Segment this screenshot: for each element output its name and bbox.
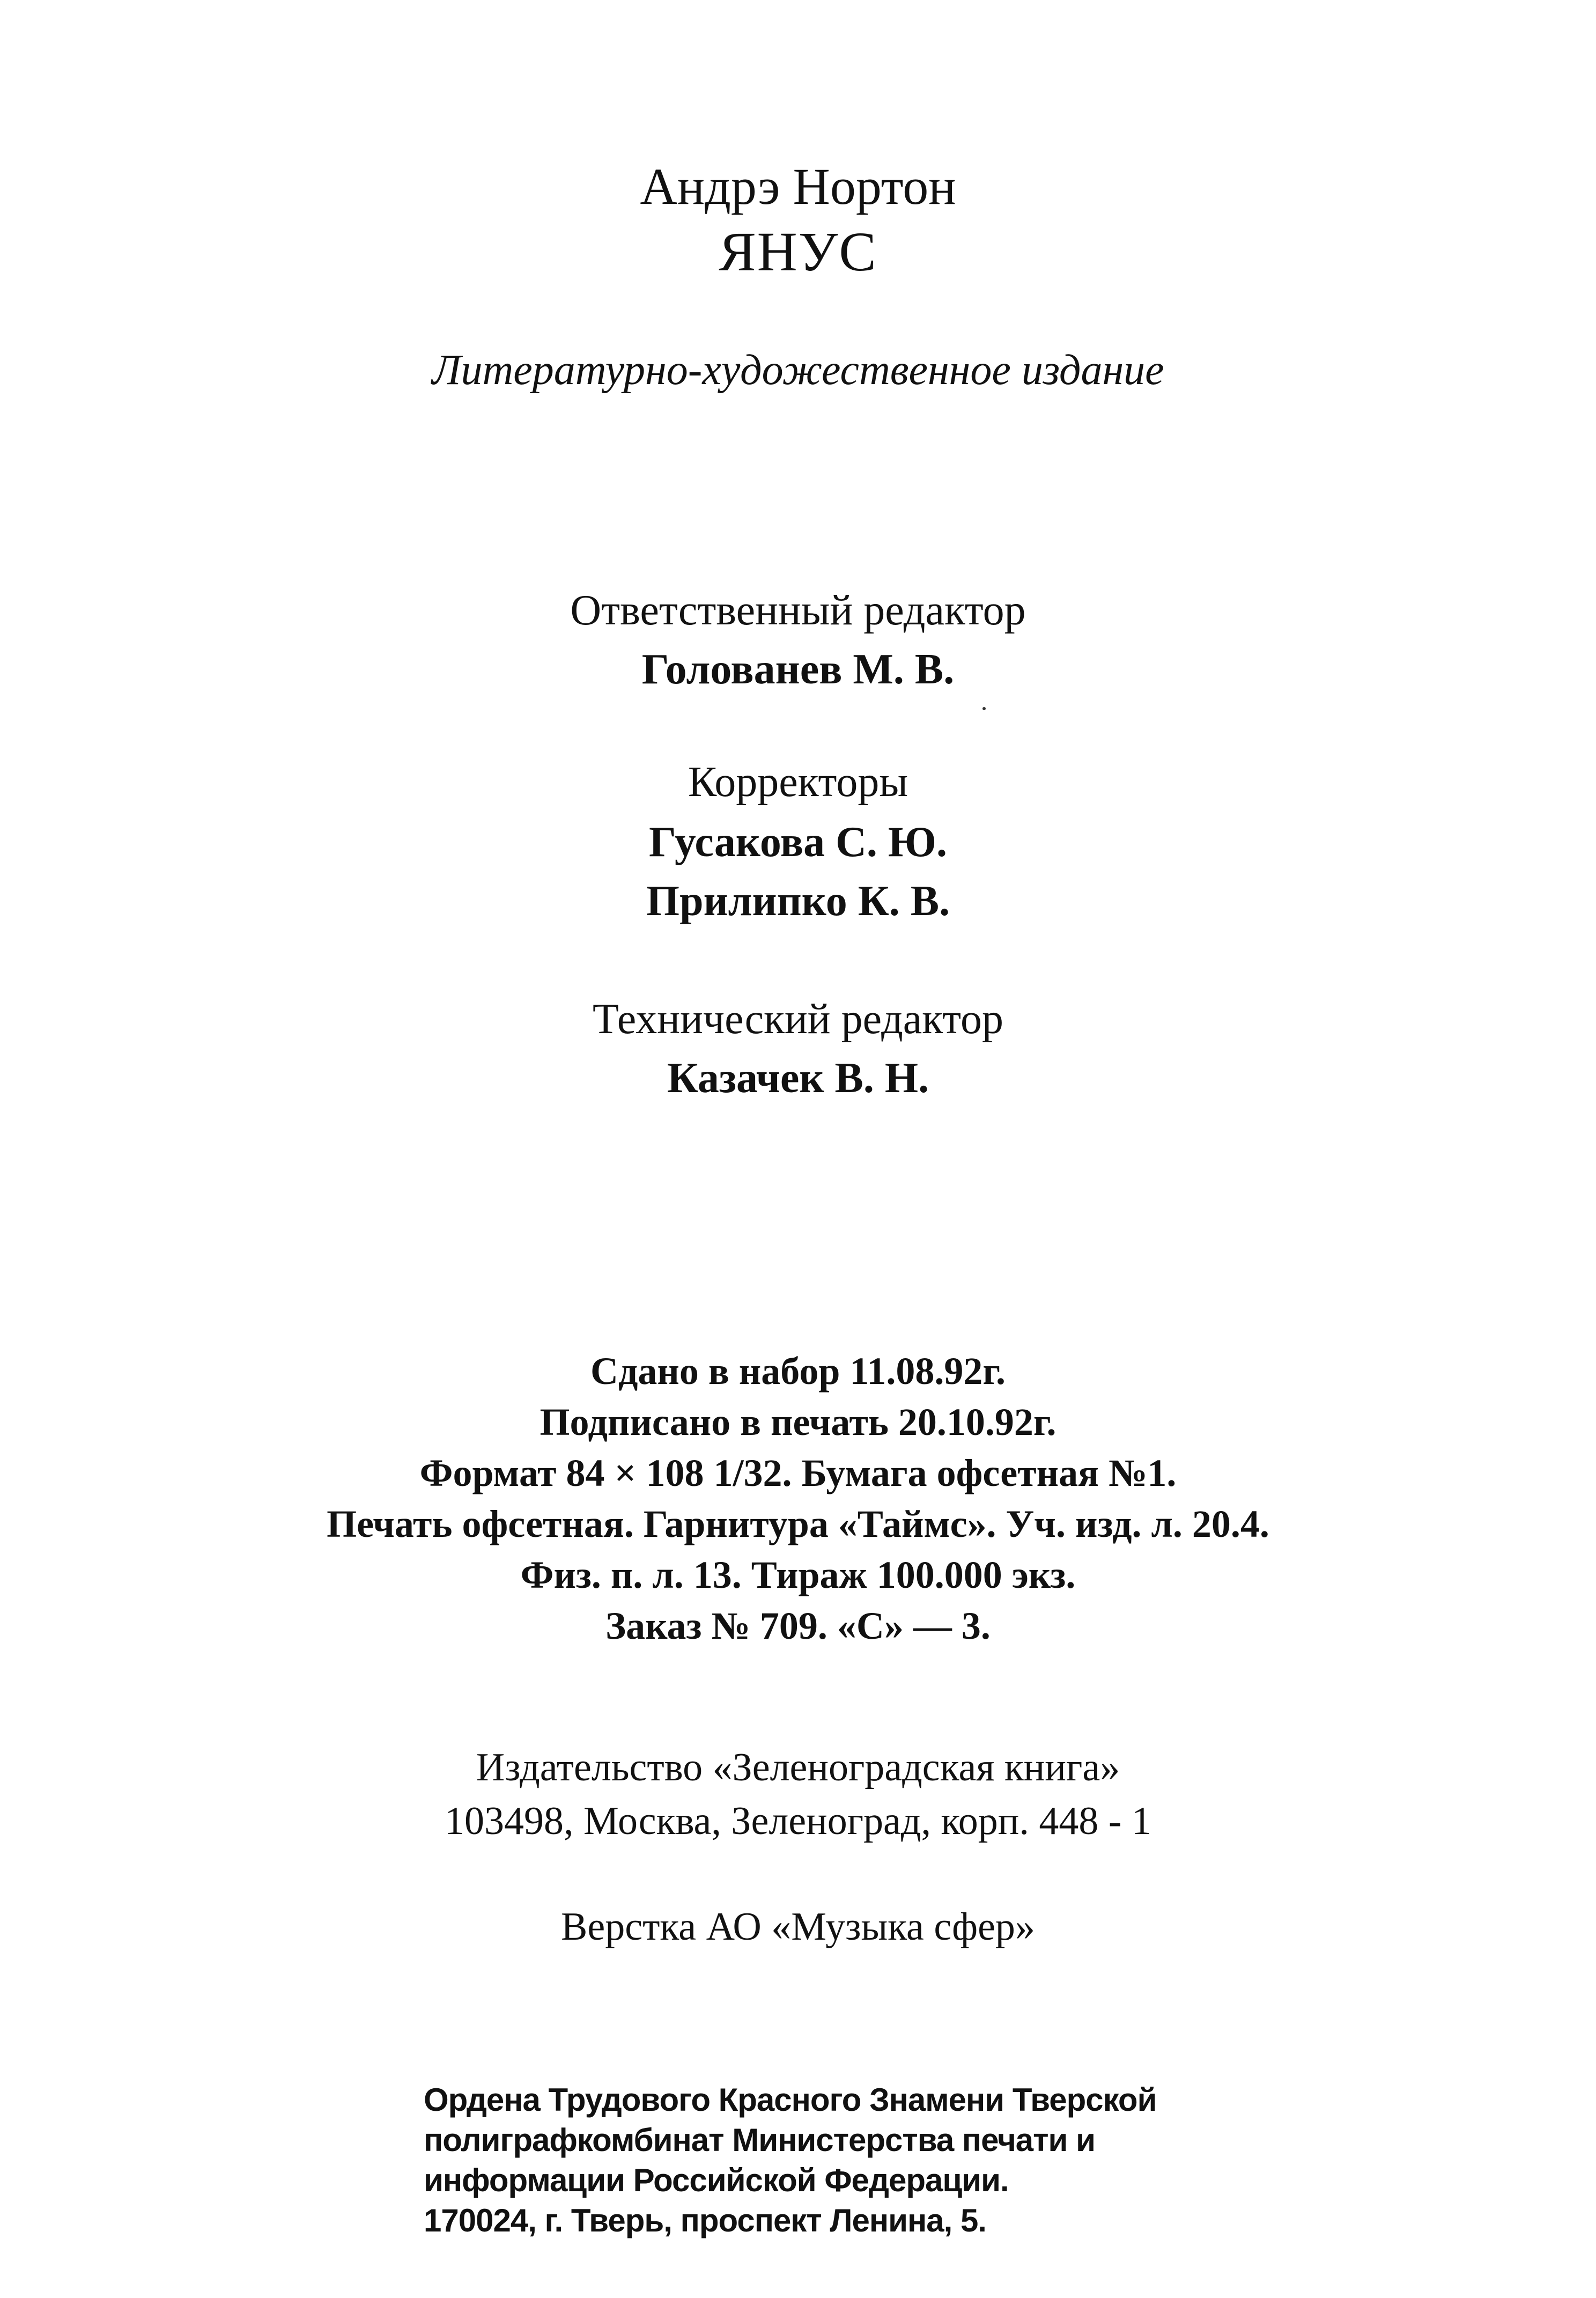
layout-credit: Верстка АО «Музыка сфер» bbox=[561, 1905, 1035, 1949]
book-subtitle: Литературно-художественное издание bbox=[432, 347, 1164, 394]
imprint-line: Заказ № 709. «С» — 3. bbox=[605, 1604, 991, 1647]
proofreader-name: Гусакова С. Ю. bbox=[649, 819, 947, 866]
responsible-editor-label: Ответственный редактор bbox=[570, 587, 1026, 634]
imprint-line: Формат 84 × 108 1/32. Бумага офсетная №1. bbox=[419, 1452, 1177, 1494]
printer-line: Ордена Трудового Красного Знамени Тверской bbox=[424, 2082, 1157, 2118]
publisher-address: 103498, Москва, Зеленоград, корп. 448 - 1 bbox=[445, 1799, 1151, 1843]
book-title: ЯНУС bbox=[719, 221, 877, 283]
technical-editor-label: Технический редактор bbox=[592, 996, 1003, 1043]
imprint-line: Подписано в печать 20.10.92г. bbox=[540, 1401, 1056, 1443]
publisher-name: Издательство «Зеленоградская книга» bbox=[476, 1745, 1120, 1789]
imprint-line: Сдано в набор 11.08.92г. bbox=[590, 1350, 1006, 1393]
responsible-editor-name: Голованев М. В. bbox=[641, 646, 955, 693]
printer-address: 170024, г. Тверь, проспект Ленина, 5. bbox=[424, 2203, 986, 2238]
printer-line: полиграфкомбинат Министерства печати и bbox=[424, 2122, 1095, 2158]
technical-editor-name: Казачек В. Н. bbox=[667, 1055, 929, 1102]
imprint-line: Физ. п. л. 13. Тираж 100.000 экз. bbox=[520, 1553, 1076, 1596]
imprint-line: Печать офсетная. Гарнитура «Таймс». Уч. изд. л. 20.4. bbox=[327, 1502, 1269, 1545]
print-speck bbox=[982, 707, 986, 710]
printer-line: информации Российской Федерации. bbox=[424, 2162, 1009, 2198]
proofreader-name: Прилипко К. В. bbox=[646, 878, 950, 925]
book-author: Андрэ Нортон bbox=[640, 158, 956, 215]
proofreaders-label: Корректоры bbox=[688, 758, 908, 806]
